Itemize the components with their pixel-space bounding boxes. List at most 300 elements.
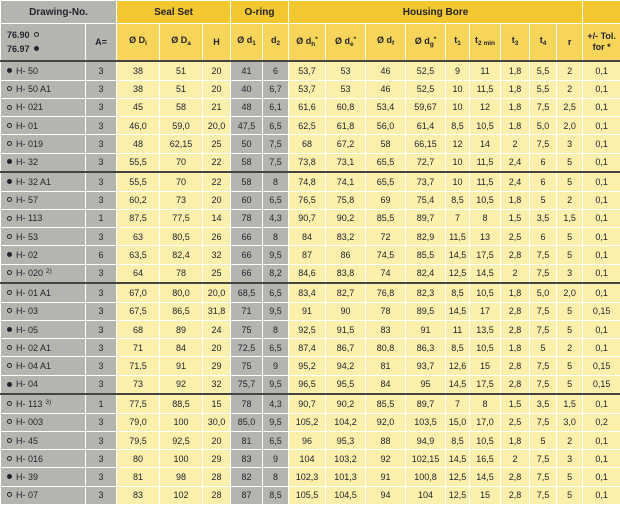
value-cell: 8,5 (263, 486, 289, 504)
column-header-label: $t_3$ (511, 35, 519, 47)
value-cell: 92,5 (289, 320, 326, 338)
value-cell: 53 (326, 80, 366, 98)
value-cell: 20 (203, 431, 231, 449)
value-cell: 12 (470, 98, 501, 116)
value-cell: 56,0 (366, 117, 406, 135)
group-header-o-ring: O-ring (231, 1, 289, 24)
value-cell: 6,7 (263, 80, 289, 98)
drawing-no-cell: H- 50 A1 (1, 80, 86, 98)
value-cell: 95,5 (326, 375, 366, 394)
value-cell: 92,5 (160, 431, 203, 449)
value-cell: 69 (366, 191, 406, 209)
value-cell: 46,0 (117, 117, 160, 135)
value-cell: 2 (557, 80, 583, 98)
value-cell: 60 (231, 191, 263, 209)
value-cell: 86,7 (326, 339, 366, 357)
value-cell: 59,67 (406, 98, 446, 116)
value-cell: 5 (557, 302, 583, 320)
value-cell: 5 (530, 191, 557, 209)
table-row (1, 135, 620, 153)
value-cell: 52,5 (406, 80, 446, 98)
value-cell: 11,5 (470, 172, 501, 191)
value-cell: 5,5 (530, 61, 557, 80)
value-cell: 61,4 (406, 117, 446, 135)
value-cell: 12,5 (446, 264, 470, 283)
value-cell: 2,8 (501, 486, 530, 504)
value-cell: 15 (470, 486, 501, 504)
value-cell: 10,5 (470, 431, 501, 449)
value-cell: 60,8 (326, 98, 366, 116)
value-cell: 102 (160, 486, 203, 504)
value-cell: 2,5 (501, 228, 530, 246)
value-cell: 92,0 (366, 413, 406, 431)
column-header-12 (530, 24, 557, 62)
value-cell: 80,8 (366, 339, 406, 357)
table-row (1, 98, 620, 116)
value-cell: 87,4 (289, 339, 326, 357)
value-cell: 8,5 (446, 191, 470, 209)
value-cell: 7,5 (530, 320, 557, 338)
value-cell: 95,3 (326, 431, 366, 449)
column-header-5 (289, 24, 326, 62)
value-cell: 9 (446, 61, 470, 80)
value-cell: 104 (406, 486, 446, 504)
value-cell: 6 (530, 172, 557, 191)
value-cell: 55,5 (117, 172, 160, 191)
value-cell: 10 (446, 98, 470, 116)
value-cell: 22 (203, 153, 231, 172)
column-header-13 (557, 24, 583, 62)
value-cell: 82 (231, 468, 263, 486)
value-cell: 89,7 (406, 209, 446, 227)
value-cell: 58 (231, 153, 263, 172)
table-row (1, 375, 620, 394)
value-cell: 46 (366, 80, 406, 98)
value-cell: 25 (203, 135, 231, 153)
value-cell: 89,7 (406, 394, 446, 413)
value-cell: 82,3 (406, 283, 446, 302)
drawing-no-cell: H- 113 $^{3)}$ (1, 394, 86, 413)
filled-circle-icon (34, 46, 39, 51)
value-cell: 80,0 (160, 283, 203, 302)
value-cell: 2 (501, 264, 530, 283)
value-cell: 8,5 (446, 431, 470, 449)
column-header-11 (501, 24, 530, 62)
value-cell: 79,0 (117, 413, 160, 431)
drawing-no-cell: H- 020 $^{2)}$ (1, 264, 86, 283)
value-cell: 104 (289, 450, 326, 468)
drawing-no-cell: H- 021 (1, 98, 86, 116)
legend-line: 76.90 (7, 28, 84, 42)
a-value-cell: 6 (86, 246, 117, 264)
filled-circle-icon (7, 179, 12, 184)
a-value-cell: 3 (86, 413, 117, 431)
value-cell: 84 (160, 339, 203, 357)
value-cell: 7 (446, 394, 470, 413)
value-cell: 65,5 (366, 172, 406, 191)
table-row (1, 394, 620, 413)
value-cell: 1,8 (501, 117, 530, 135)
value-cell: 73 (160, 191, 203, 209)
value-cell: 2,0 (557, 117, 583, 135)
value-cell: 58 (366, 135, 406, 153)
column-header-0 (117, 24, 160, 62)
value-cell: 5 (557, 320, 583, 338)
value-cell: 91 (289, 302, 326, 320)
value-cell: 100 (160, 450, 203, 468)
value-cell: 4,3 (263, 394, 289, 413)
drawing-no-cell: H- 003 (1, 413, 86, 431)
value-cell: 2,0 (557, 283, 583, 302)
value-cell: 0,15 (583, 357, 620, 375)
value-cell: 8,5 (446, 283, 470, 302)
value-cell: 7,5 (530, 468, 557, 486)
open-circle-icon (7, 308, 12, 313)
table-row (1, 302, 620, 320)
value-cell: 7,5 (530, 246, 557, 264)
value-cell: 0,1 (583, 394, 620, 413)
value-cell: 103,5 (406, 413, 446, 431)
a-value-cell: 3 (86, 117, 117, 135)
value-cell: 10,5 (470, 117, 501, 135)
value-cell: 0,1 (583, 431, 620, 449)
value-cell: 7,5 (530, 302, 557, 320)
value-cell: 14,5 (470, 264, 501, 283)
a-value-cell: 1 (86, 209, 117, 227)
filled-circle-icon (7, 159, 12, 164)
a-value-cell: 3 (86, 486, 117, 504)
value-cell: 5 (557, 375, 583, 394)
value-cell: 72,5 (231, 339, 263, 357)
value-cell: 5,0 (530, 117, 557, 135)
value-cell: 10 (446, 172, 470, 191)
filled-circle-icon (7, 327, 12, 332)
open-circle-icon (7, 290, 12, 295)
value-cell: 75 (231, 320, 263, 338)
value-cell: 29 (203, 357, 231, 375)
value-cell: 83,2 (326, 228, 366, 246)
legend-cell (1, 24, 86, 62)
value-cell: 17,5 (470, 246, 501, 264)
column-header-10 (470, 24, 501, 62)
value-cell: 7,5 (530, 98, 557, 116)
drawing-no-cell: H- 53 (1, 228, 86, 246)
filled-circle-icon (7, 382, 12, 387)
value-cell: 3,5 (530, 394, 557, 413)
filled-circle-icon (7, 68, 12, 73)
table-row (1, 339, 620, 357)
value-cell: 6,5 (263, 431, 289, 449)
value-cell: 85,0 (231, 413, 263, 431)
value-cell: 78 (160, 264, 203, 283)
a-value-cell: 3 (86, 98, 117, 116)
value-cell: 47,5 (231, 117, 263, 135)
drawing-no-cell: H- 01 (1, 117, 86, 135)
value-cell: 7,5 (530, 450, 557, 468)
drawing-no-cell: H- 32 A1 (1, 172, 86, 191)
value-cell: 76,8 (366, 283, 406, 302)
value-cell: 89 (160, 320, 203, 338)
value-cell: 15 (470, 357, 501, 375)
value-cell: 0,1 (583, 135, 620, 153)
value-cell: 50 (231, 135, 263, 153)
open-circle-icon (7, 105, 12, 110)
value-cell: 67,2 (326, 135, 366, 153)
value-cell: 53,7 (289, 80, 326, 98)
value-cell: 77,5 (117, 394, 160, 413)
value-cell: 9 (263, 450, 289, 468)
value-cell: 5 (557, 486, 583, 504)
value-cell: 2 (557, 61, 583, 80)
value-cell: 102,3 (289, 468, 326, 486)
open-circle-icon (7, 419, 12, 424)
a-value-cell: 3 (86, 283, 117, 302)
open-circle-icon (7, 492, 12, 497)
value-cell: 80,5 (160, 228, 203, 246)
value-cell: 83,8 (326, 264, 366, 283)
table-row (1, 357, 620, 375)
value-cell: 30,0 (203, 413, 231, 431)
value-cell: 8 (263, 320, 289, 338)
value-cell: 71 (231, 302, 263, 320)
value-cell: 1,5 (557, 394, 583, 413)
a-value-cell: 3 (86, 302, 117, 320)
value-cell: 75,4 (406, 191, 446, 209)
value-cell: 14,5 (446, 450, 470, 468)
value-cell: 100,8 (406, 468, 446, 486)
value-cell: 90 (326, 302, 366, 320)
value-cell: 1,8 (501, 98, 530, 116)
value-cell: 66 (231, 228, 263, 246)
value-cell: 9,5 (263, 413, 289, 431)
value-cell: 1,8 (501, 80, 530, 98)
column-header-label: Ø $d_g^*$ (414, 36, 437, 48)
value-cell: 20,0 (203, 117, 231, 135)
column-header-label: $t_{2 min}$ (475, 35, 496, 47)
value-cell: 2 (501, 450, 530, 468)
value-cell: 58 (231, 172, 263, 191)
group-header-housing-bore: Housing Bore (289, 1, 583, 24)
a-value-cell: 3 (86, 375, 117, 394)
value-cell: 20 (203, 80, 231, 98)
value-cell: 73 (117, 375, 160, 394)
value-cell: 102,15 (406, 450, 446, 468)
value-cell: 6,5 (263, 117, 289, 135)
drawing-no-cell: H- 45 (1, 431, 86, 449)
value-cell: 0,1 (583, 450, 620, 468)
value-cell: 66 (231, 246, 263, 264)
value-cell: 10,5 (470, 283, 501, 302)
a-value-cell: 3 (86, 191, 117, 209)
drawing-no-cell: H- 01 A1 (1, 283, 86, 302)
value-cell: 2 (557, 191, 583, 209)
value-cell: 2,4 (501, 153, 530, 172)
value-cell: 105,5 (289, 486, 326, 504)
a-value-cell: 3 (86, 61, 117, 80)
a-value-cell: 3 (86, 320, 117, 338)
value-cell: 3,0 (557, 413, 583, 431)
value-cell: 93,7 (406, 357, 446, 375)
value-cell: 66 (231, 264, 263, 283)
value-cell: 14 (470, 135, 501, 153)
value-cell: 78 (231, 209, 263, 227)
value-cell: 52,5 (406, 61, 446, 80)
value-cell: 0,1 (583, 339, 620, 357)
value-cell: 0,1 (583, 283, 620, 302)
value-cell: 82,4 (160, 246, 203, 264)
drawing-no-cell: H- 07 (1, 486, 86, 504)
value-cell: 58 (160, 98, 203, 116)
value-cell: 65,5 (366, 153, 406, 172)
value-cell: 55,5 (117, 153, 160, 172)
value-cell: 82,7 (326, 283, 366, 302)
a-value-cell: 3 (86, 172, 117, 191)
table-row (1, 117, 620, 135)
value-cell: 0,1 (583, 61, 620, 80)
value-cell: 91 (160, 357, 203, 375)
value-cell: 59,0 (160, 117, 203, 135)
value-cell: 73,8 (289, 153, 326, 172)
value-cell: 7,5 (530, 264, 557, 283)
value-cell: 32 (203, 246, 231, 264)
column-header-6 (326, 24, 366, 62)
column-header-3 (231, 24, 263, 62)
value-cell: 61,8 (326, 117, 366, 135)
value-cell: 14,5 (446, 302, 470, 320)
open-circle-icon (34, 32, 39, 37)
a-value-cell: 3 (86, 450, 117, 468)
value-cell: 2,8 (501, 357, 530, 375)
value-cell: 98 (160, 468, 203, 486)
value-cell: 2 (557, 431, 583, 449)
open-circle-icon (7, 197, 12, 202)
value-cell: 87,5 (117, 209, 160, 227)
value-cell: 94 (366, 486, 406, 504)
value-cell: 13 (470, 228, 501, 246)
value-cell: 6 (263, 61, 289, 80)
value-cell: 79,5 (117, 431, 160, 449)
table-header (1, 1, 620, 62)
value-cell: 13,5 (470, 320, 501, 338)
value-cell: 12 (446, 135, 470, 153)
value-cell: 0,15 (583, 375, 620, 394)
value-cell: 2,8 (501, 320, 530, 338)
table-row (1, 228, 620, 246)
value-cell: 88,5 (160, 394, 203, 413)
drawing-no-cell: H- 02 (1, 246, 86, 264)
drawing-no-cell: H- 04 (1, 375, 86, 394)
value-cell: 0,1 (583, 228, 620, 246)
value-cell: 28 (203, 468, 231, 486)
group-header-seal-set: Seal Set (117, 1, 231, 24)
value-cell: 8,5 (446, 339, 470, 357)
open-circle-icon (7, 234, 12, 239)
value-cell: 5 (557, 172, 583, 191)
value-cell: 5 (557, 246, 583, 264)
value-cell: 83 (231, 450, 263, 468)
table-row (1, 246, 620, 264)
value-cell: 9,5 (263, 375, 289, 394)
value-cell: 89,5 (406, 302, 446, 320)
value-cell: 84,6 (289, 264, 326, 283)
value-cell: 90,2 (326, 209, 366, 227)
value-cell: 96 (289, 431, 326, 449)
table-row (1, 153, 620, 172)
drawing-no-cell: H- 32 (1, 153, 86, 172)
value-cell: 81 (231, 431, 263, 449)
value-cell: 73,1 (326, 153, 366, 172)
value-cell: 5 (557, 357, 583, 375)
value-cell: 78 (231, 394, 263, 413)
open-circle-icon (7, 86, 12, 91)
footnote-ref: 2) (46, 268, 52, 276)
value-cell: 10 (446, 80, 470, 98)
value-cell: 1,8 (501, 339, 530, 357)
value-cell: 15 (203, 394, 231, 413)
value-cell: 8,5 (446, 117, 470, 135)
value-cell: 51 (160, 61, 203, 80)
value-cell: 6,5 (263, 339, 289, 357)
table-row (1, 413, 620, 431)
drawing-no-cell: H- 05 (1, 320, 86, 338)
value-cell: 14,5 (446, 375, 470, 394)
value-cell: 75,8 (326, 191, 366, 209)
value-cell: 90,2 (326, 394, 366, 413)
open-circle-icon (7, 456, 12, 461)
value-cell: 68 (117, 320, 160, 338)
drawing-no-cell: H- 113 (1, 209, 86, 227)
value-cell: 2,5 (501, 413, 530, 431)
value-cell: 105,2 (289, 413, 326, 431)
value-cell: 45 (117, 98, 160, 116)
table-row (1, 468, 620, 486)
value-cell: 7,5 (530, 357, 557, 375)
value-cell: 82,4 (406, 264, 446, 283)
value-cell: 83,4 (289, 283, 326, 302)
value-cell: 0,1 (583, 320, 620, 338)
value-cell: 3 (557, 264, 583, 283)
value-cell: 96,5 (289, 375, 326, 394)
value-cell: 1,5 (557, 209, 583, 227)
value-cell: 1,8 (501, 61, 530, 80)
value-cell: 67,5 (117, 302, 160, 320)
value-cell: 101,3 (326, 468, 366, 486)
value-cell: 71,5 (117, 357, 160, 375)
value-cell: 3 (557, 135, 583, 153)
group-header-drawing-no-: Drawing-No. (1, 1, 117, 24)
value-cell: 1,8 (501, 191, 530, 209)
table-row (1, 431, 620, 449)
value-cell: 100 (160, 413, 203, 431)
value-cell: 28 (203, 486, 231, 504)
value-cell: 2,8 (501, 246, 530, 264)
value-cell: 0,1 (583, 486, 620, 504)
value-cell: 51 (160, 80, 203, 98)
value-cell: 92 (160, 375, 203, 394)
value-cell: 86,3 (406, 339, 446, 357)
value-cell: 80 (117, 450, 160, 468)
value-cell: 0,1 (583, 246, 620, 264)
value-cell: 25 (203, 264, 231, 283)
column-header-label: $d_2$ (270, 35, 281, 47)
value-cell: 8 (263, 468, 289, 486)
table-row (1, 80, 620, 98)
a-value-cell: 1 (86, 394, 117, 413)
value-cell: 94,9 (406, 431, 446, 449)
table-row (1, 61, 620, 80)
a-value-cell: 3 (86, 135, 117, 153)
value-cell: 0,1 (583, 191, 620, 209)
